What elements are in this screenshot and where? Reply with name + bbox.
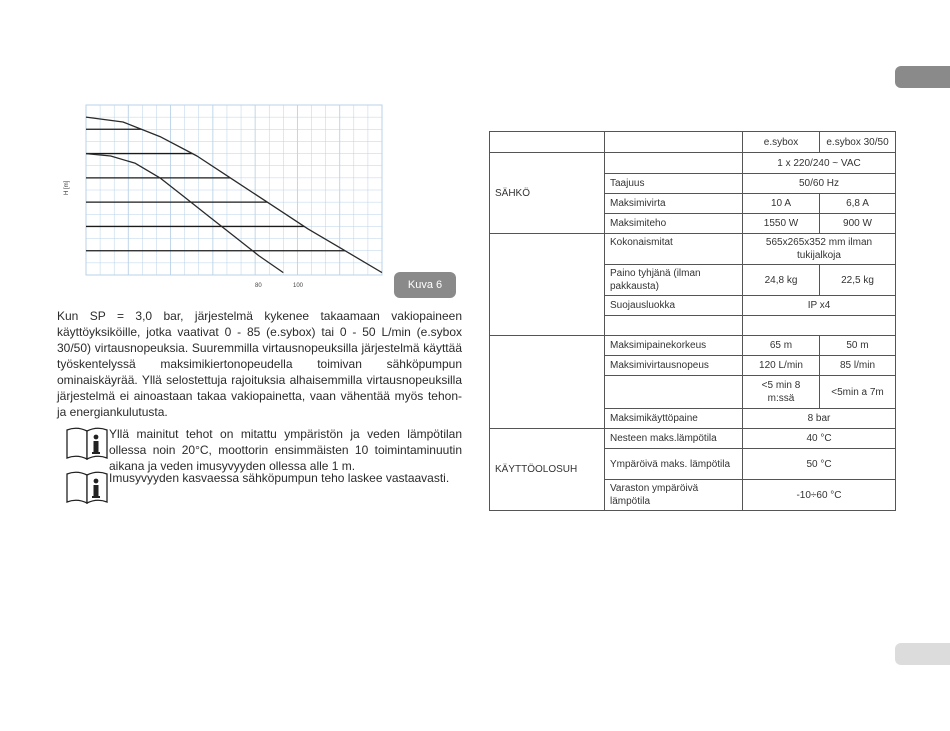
page-tab-marker	[895, 66, 950, 88]
table-row: Maksimiteho 1550 W 900 W	[490, 214, 896, 234]
note-text: Yllä mainitut tehot on mitattu ympäristön ja veden lämpötilan ollessa noin 20°C, moottorin ensimmäisten 10 toimintaminuutin aikana ja veden imusyvyyden ollessa alle 1 m.	[109, 427, 462, 473]
table-row: SÄHKÖ 1 x 220/240 ~ VAC	[490, 153, 896, 174]
section-label: KÄYTTÖOLOSUH	[490, 429, 605, 511]
pump-curves	[86, 117, 382, 273]
table-row: Paino tyhjänä (ilman pakkausta) 24,8 kg 22,5 kg	[490, 265, 896, 296]
figure-label: Kuva 6	[394, 272, 456, 298]
table-row: Varaston ympäröivä lämpötila -10÷60 °C	[490, 480, 896, 511]
section-label	[490, 234, 605, 336]
x-tick-label: 100	[293, 283, 304, 289]
section-label	[490, 336, 605, 429]
table-row: Ympäröivä maks. lämpötila 50 °C	[490, 449, 896, 480]
table-row: KÄYTTÖOLOSUH Nesteen maks.lämpötila 40 °C	[490, 429, 896, 449]
table-row: Suojausluokka IP x4	[490, 296, 896, 316]
page-number-tab	[895, 643, 950, 665]
chart-grid	[86, 105, 382, 275]
technical-data-table	[489, 131, 896, 511]
table-row: Maksimivirta 10 A 6,8 A	[490, 194, 896, 214]
table-row: <5 min 8 m:ssä <5min a 7m	[490, 376, 896, 409]
note-text: Imusyvyyden kasvaessa sähköpumpun teho laskee vastaavasti.	[109, 471, 450, 485]
manual-info-icon	[66, 470, 108, 504]
table-header-row	[490, 132, 896, 153]
table-row: Maksimikäyttöpaine 8 bar	[490, 409, 896, 429]
info-note	[66, 426, 462, 474]
column-header: e.sybox 30/50	[820, 132, 896, 153]
column-header: e.sybox	[743, 132, 820, 153]
table-row: Kokonaismitat 565x265x352 mm ilman tukijalkoja	[490, 234, 896, 265]
manual-info-icon	[66, 426, 108, 460]
table-row: Maksimipainekorkeus 65 m 50 m	[490, 336, 896, 356]
table-row: Taajuus 50/60 Hz	[490, 174, 896, 194]
section-label: SÄHKÖ	[490, 153, 605, 234]
x-tick-label: 80	[255, 283, 262, 289]
pump-curve-chart	[55, 100, 395, 295]
body-paragraph: Kun SP = 3,0 bar, järjestelmä kykenee takaamaan vakiopaineen käyttöyksiköille, jotka vaativat 0 - 85 (e.sybox) tai 0 - 50 L/min (e.sybox 30/50) virtausnopeuksia. Suuremmilla virtausnopeuksilla järjestelmä käyttää työskentelyssä maksimikiertonopeudella toimivan sähköpumpun ominaiskäyrää. Yllä selostettuja rajoituksia alhaisemmilla virtausnopeuksilla järjestelmä ei ainoastaan takaa vakiopainetta, vaan vähentää myös tehon- ja energiankulutusta.	[57, 309, 462, 419]
series-line-e-sybox	[86, 117, 382, 273]
y-axis-label: H [m]	[64, 180, 70, 195]
table-row: Maksimivirtausnopeus 120 L/min 85 l/min	[490, 356, 896, 376]
info-note	[66, 470, 462, 486]
